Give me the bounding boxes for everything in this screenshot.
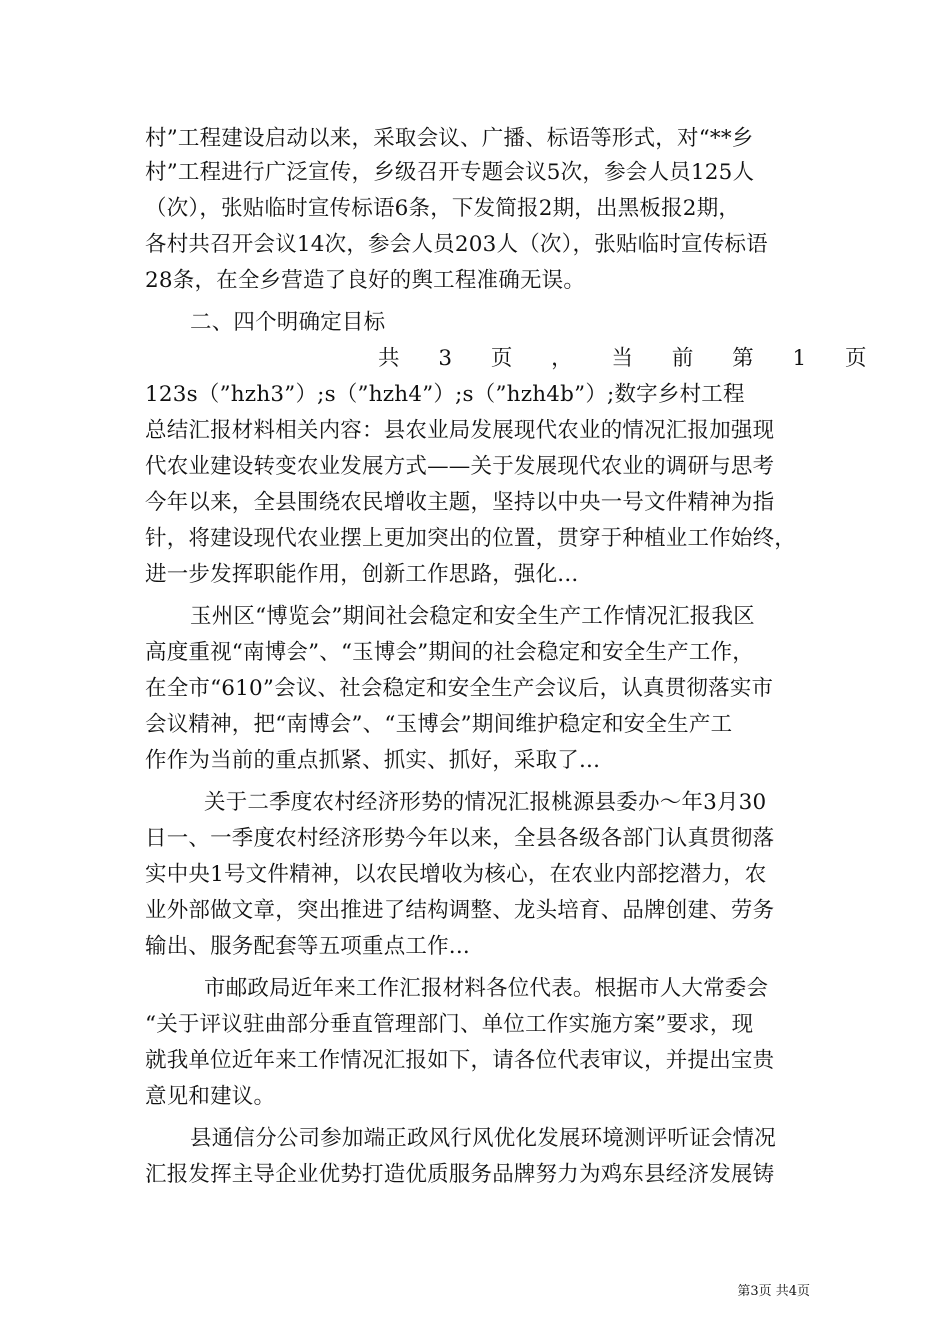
paragraph-line: 县通信分公司参加端正政风行风优化发展环境测评听证会情况 (190, 1126, 776, 1151)
paragraph-line: 关于二季度农村经济形势的情况汇报桃源县委办～年3月30 (204, 790, 767, 815)
paragraph-line: 实中央1号文件精神，以农民增收为核心，在农业内部挖潜力，农 (145, 862, 767, 887)
paragraph-line: 会议精神，把“南博会”、“玉博会”期间维护稳定和安全生产工 (145, 712, 733, 737)
paragraph-line: 28条，在全乡营造了良好的舆工程准确无误。 (145, 268, 586, 293)
paragraph-line: 汇报发挥主导企业优势打造优质服务品牌努力为鸡东县经济发展铸 (145, 1162, 775, 1187)
paragraph-line: 总结汇报材料相关内容：县农业局发展现代农业的情况汇报加强现 (145, 418, 775, 443)
paragraph-line: 业外部做文章，突出推进了结构调整、龙头培育、品牌创建、劳务 (145, 898, 775, 923)
paragraph-line: 123s（”hzh3”）;s（”hzh4”）;s（”hzh4b”）;数字乡村工程 (145, 382, 745, 407)
paragraph-line: （次），张贴临时宣传标语6条，下发简报2期，出黑板报2期， (145, 196, 741, 221)
paragraph-line: 输出、服务配套等五项重点工作... (145, 934, 470, 959)
paragraph-line: 代农业建设转变农业发展方式——关于发展现代农业的调研与思考 (145, 454, 775, 479)
paragraph-line: 就我单位近年来工作情况汇报如下，请各位代表审议，并提出宝贵 (145, 1048, 775, 1073)
paragraph-line: 市邮政局近年来工作汇报材料各位代表。根据市人大常委会 (204, 976, 769, 1001)
paragraph-line: 村”工程进行广泛宣传，乡级召开专题会议5次，参会人员125人 (145, 160, 755, 185)
paragraph-line: 玉州区“博览会”期间社会稳定和安全生产工作情况汇报我区 (190, 604, 755, 629)
paragraph-line: 针，将建设现代农业摆上更加突出的位置，贯穿于种植业工作始终， (145, 526, 797, 551)
paragraph-line: 意见和建议。 (145, 1084, 276, 1109)
paragraph-line: 村”工程建设启动以来，采取会议、广播、标语等形式，对“**乡 (145, 126, 754, 151)
page-indicator: 共 3 页 ， 当 前 第 1 页 (378, 346, 878, 371)
paragraph-line: 今年以来，全县围绕农民增收主题，坚持以中央一号文件精神为指 (145, 490, 775, 515)
page-footer: 第3页 共4页 (737, 1284, 810, 1299)
paragraph-line: 作作为当前的重点抓紧、抓实、抓好，采取了... (145, 748, 601, 773)
paragraph-line: 进一步发挥职能作用，创新工作思路，强化... (145, 562, 579, 587)
paragraph-line: 在全市“610”会议、社会稳定和安全生产会议后，认真贯彻落实市 (145, 676, 774, 701)
paragraph-line: “关于评议驻曲部分垂直管理部门、单位工作实施方案”要求，现 (145, 1012, 754, 1037)
paragraph-line: 高度重视“南博会”、“玉博会”期间的社会稳定和安全生产工作， (145, 640, 754, 665)
paragraph-line: 各村共召开会议14次，参会人员203人（次），张贴临时宣传标语 (145, 232, 768, 257)
paragraph-line: 日一、一季度农村经济形势今年以来，全县各级各部门认真贯彻落 (145, 826, 775, 851)
section-heading: 二、四个明确定目标 (190, 310, 386, 335)
